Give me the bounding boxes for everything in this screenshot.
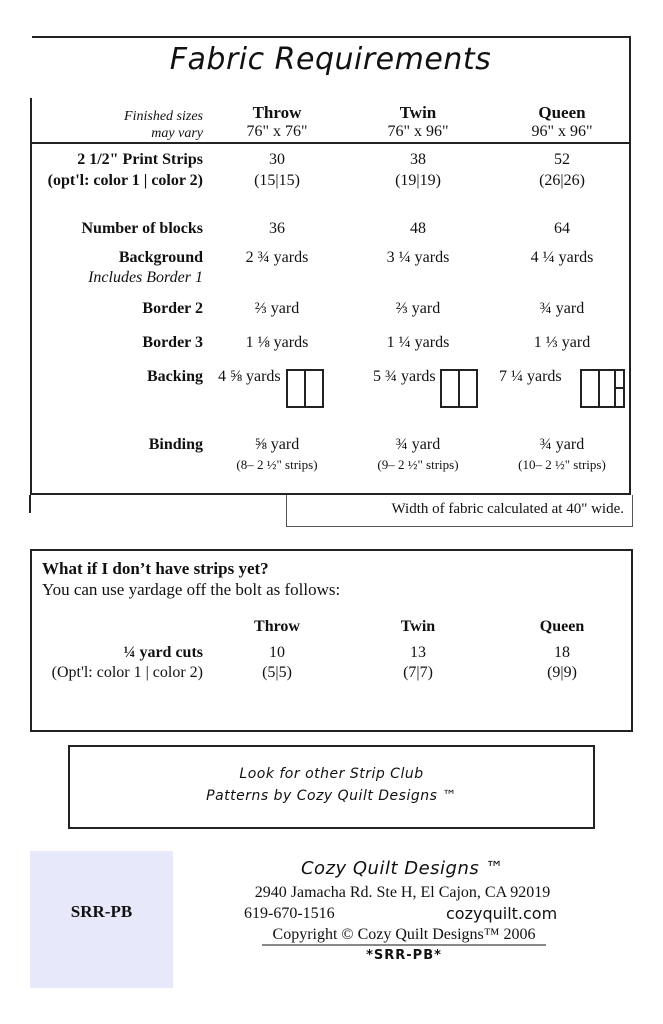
panel-seam bbox=[614, 387, 623, 389]
panel-seam bbox=[458, 371, 460, 406]
border3-twin: 1 ¼ yards bbox=[386, 334, 450, 351]
backing-twin: 5 ¾ yards bbox=[373, 368, 436, 385]
header-divider bbox=[30, 142, 631, 144]
print-strips-twin: 38 bbox=[410, 151, 426, 168]
binding-strips-queen: (10– 2 ½" strips) bbox=[518, 457, 606, 472]
background-sublabel: Includes Border 1 bbox=[88, 269, 203, 286]
copyright: Copyright © Cozy Quilt Designs™ 2006 bbox=[262, 926, 546, 946]
border2-twin: ⅔ yard bbox=[395, 300, 441, 317]
company-phone: 619-670-1516 bbox=[244, 905, 335, 922]
cuts-split-throw: (5|5) bbox=[262, 664, 292, 681]
binding-label: Binding bbox=[148, 436, 203, 453]
finished-sizes-note: Finished sizes bbox=[124, 109, 203, 124]
barcode-text: *SRR-PB* bbox=[366, 948, 442, 963]
col-header-twin: Twin bbox=[399, 103, 437, 122]
size-twin: 76" x 96" bbox=[387, 123, 449, 140]
print-strips-queen: 52 bbox=[554, 151, 570, 168]
binding-queen: ¾ yard bbox=[539, 436, 585, 453]
company-name: Cozy Quilt Designs ™ bbox=[300, 858, 504, 879]
border3-label: Border 3 bbox=[142, 334, 203, 351]
print-strips-throw: 30 bbox=[269, 151, 285, 168]
cuts-split-twin: (7|7) bbox=[403, 664, 433, 681]
cuts-queen: 18 bbox=[554, 644, 570, 661]
background-throw: 2 ¾ yards bbox=[245, 249, 309, 266]
cuts-twin: 13 bbox=[410, 644, 426, 661]
size-throw: 76" x 76" bbox=[246, 123, 308, 140]
blocks-queen: 64 bbox=[554, 220, 570, 237]
no-strips-subheading: You can use yardage off the bolt as follows: bbox=[42, 580, 341, 599]
binding-twin: ¾ yard bbox=[395, 436, 441, 453]
border2-throw: ⅔ yard bbox=[254, 300, 300, 317]
cuts-header-throw: Throw bbox=[254, 618, 300, 635]
no-strips-heading: What if I don’t have strips yet? bbox=[42, 559, 269, 578]
border3-throw: 1 ⅛ yards bbox=[245, 334, 309, 351]
promo-box bbox=[68, 745, 595, 829]
binding-throw: ⅝ yard bbox=[254, 436, 300, 453]
may-vary-note: may vary bbox=[151, 126, 203, 141]
backing-diagram-throw bbox=[286, 369, 324, 408]
sku-box bbox=[30, 851, 173, 988]
width-note-box bbox=[286, 495, 633, 527]
cuts-throw: 10 bbox=[269, 644, 285, 661]
binding-strips-throw: (8– 2 ½" strips) bbox=[236, 457, 318, 472]
background-queen: 4 ¼ yards bbox=[530, 249, 594, 266]
promo-line-2: Patterns by Cozy Quilt Designs ™ bbox=[206, 788, 457, 804]
quarter-yard-cuts-label: ¼ yard cuts bbox=[123, 644, 203, 661]
backing-diagram-twin bbox=[440, 369, 478, 408]
print-strips-label: 2 1/2" Print Strips bbox=[77, 151, 203, 168]
border3-queen: 1 ⅓ yard bbox=[533, 334, 591, 351]
panel-seam bbox=[304, 371, 306, 406]
border2-label: Border 2 bbox=[142, 300, 203, 317]
cuts-header-queen: Queen bbox=[539, 618, 585, 635]
page-title: Fabric Requirements bbox=[169, 42, 492, 77]
print-strips-split-throw: (15|15) bbox=[254, 172, 300, 189]
binding-strips-twin: (9– 2 ½" strips) bbox=[377, 457, 459, 472]
company-address: 2940 Jamacha Rd. Ste H, El Cajon, CA 92019 bbox=[254, 884, 551, 901]
print-strips-sublabel: (opt'l: color 1 | color 2) bbox=[47, 172, 203, 189]
background-label: Background bbox=[118, 249, 203, 266]
backing-queen: 7 ¼ yards bbox=[499, 368, 562, 385]
backing-throw: 4 ⅝ yards bbox=[218, 368, 281, 385]
box-edge bbox=[29, 495, 31, 513]
blocks-twin: 48 bbox=[410, 220, 426, 237]
cuts-split-queen: (9|9) bbox=[547, 664, 577, 681]
backing-label: Backing bbox=[146, 368, 203, 385]
sku-label: SRR-PB bbox=[70, 902, 133, 921]
border2-queen: ¾ yard bbox=[539, 300, 585, 317]
promo-line-1: Look for other Strip Club bbox=[239, 766, 424, 782]
width-note: Width of fabric calculated at 40" wide. bbox=[391, 501, 624, 517]
cuts-header-twin: Twin bbox=[400, 618, 436, 635]
print-strips-split-twin: (19|19) bbox=[395, 172, 441, 189]
col-header-throw: Throw bbox=[252, 103, 302, 122]
background-twin: 3 ¼ yards bbox=[386, 249, 450, 266]
size-queen: 96" x 96" bbox=[531, 123, 593, 140]
blocks-label: Number of blocks bbox=[81, 220, 203, 237]
col-header-queen: Queen bbox=[538, 103, 586, 122]
quarter-yard-cuts-sublabel: (Opt'l: color 1 | color 2) bbox=[51, 664, 203, 681]
company-website[interactable]: cozyquilt.com bbox=[446, 904, 558, 923]
backing-diagram-queen bbox=[580, 369, 625, 408]
panel-seam bbox=[598, 371, 600, 406]
blocks-throw: 36 bbox=[269, 220, 285, 237]
print-strips-split-queen: (26|26) bbox=[539, 172, 585, 189]
